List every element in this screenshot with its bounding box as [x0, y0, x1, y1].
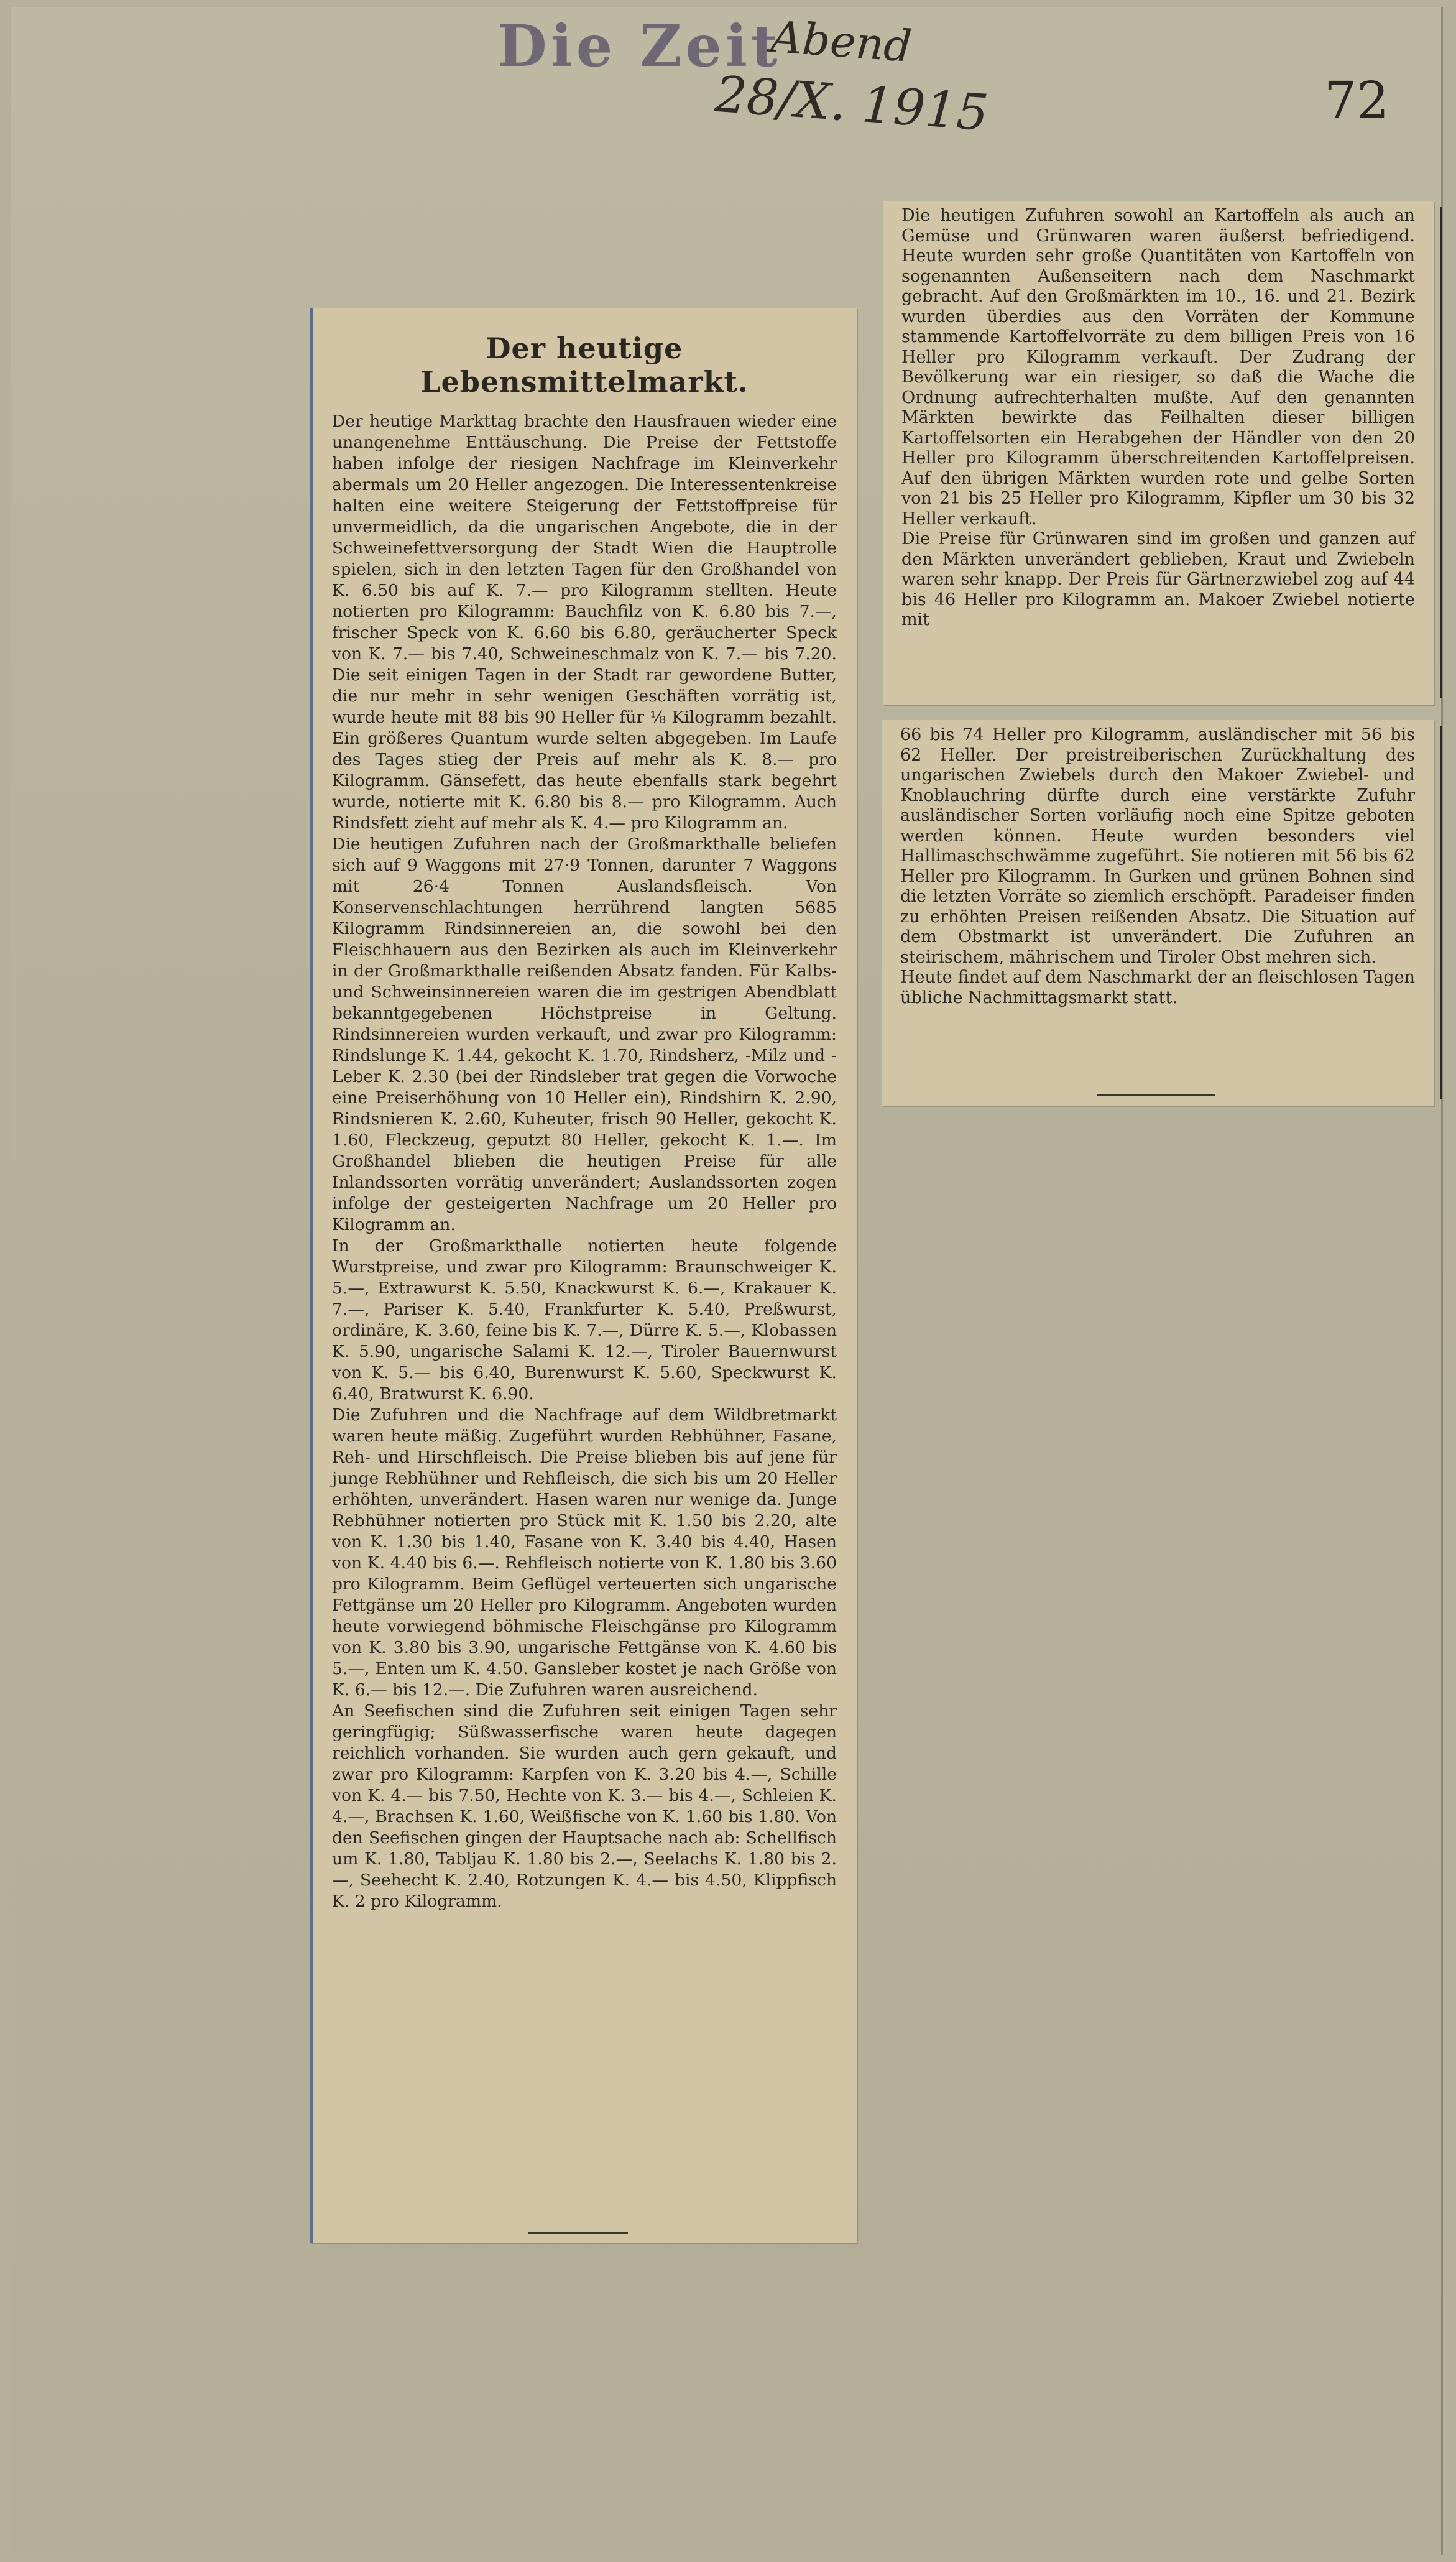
right-clipping-bottom — [882, 720, 1434, 1106]
article-title: Der heutige Lebensmittelmarkt. — [420, 331, 749, 399]
end-rule — [528, 2232, 628, 2234]
right-clipping-top — [883, 201, 1434, 705]
clipping-edge-line — [1440, 207, 1442, 698]
right-clipping-top-body: Die heutigen Zufuhren sowohl an Kartoffeln als auch an Gemüse und Grünwaren waren äußerst befriedigend. Heute wurden sehr große Quantitäten von Kartoffeln von sogenannten Außenseitern nach dem Naschmarkt gebracht. Auf den Großmärkten im 10., 16. und 21. Bezirk wurden überdies aus den Vorräten der Kommune stammende Kartoffelvorräte zu dem billigen Preis von 16 Heller pro Kilogramm verkauft. Der Zudrang der Bevölkerung war ein riesiger, so daß die Wache die Ordnung aufrechterhalten mußte. Auf den genannten Märkten bewirkte das Feilhalten dieser billigen Kartoffelsorten ein Herabgehen der Händler von den 20 Heller pro Kilogramm überschreitenden Kartoffelpreisen. Auf den übrigen Märkten wurden rote und gelbe Sorten von 21 bis 25 Heller pro Kilogramm, Kipfler um 30 bis 32 Heller verkauft. Die Preise für Grünwaren sind im großen und ganzen auf den Märkten unverändert geblieben, Kraut und Zwiebeln waren sehr knapp. Der Preis für Gärtnerzwiebel zog auf 44 bis 46 Heller pro Kilogramm an. Makoer Zwiebel notierte mit — [901, 206, 1415, 629]
handwritten-date: 28/X. 1915 — [713, 65, 990, 142]
newspaper-masthead: Die Zeit — [497, 12, 781, 80]
right-clipping-bottom-body: 66 bis 74 Heller pro Kilogramm, ausländischer mit 56 bis 62 Heller. Der preistreiberischen Zurückhaltung des ungarischen Zwiebels durch den Makoer Zwiebel- und Knoblauchring dürfte durch eine verstärkte Zufuhr ausländischer Sorten vorläufig noch eine Spitze geboten werden können. Heute wurden besonders viel Hallimaschschwämme zugeführt. Sie notieren mit 56 bis 62 Heller pro Kilogramm. In Gurken und grünen Bohnen sind die letzten Vorräte so ziemlich erschöpft. Paradeiser finden zu erhöhten Preisen reißenden Absatz. Die Situation auf dem Obstmarkt ist unverändert. Die Zufuhren an steirischem, mährischem und Tiroler Obst mehren sich. Heute findet auf dem Naschmarkt der an fleischlosen Tagen übliche Nachmittagsmarkt statt. — [900, 725, 1415, 1007]
handwritten-edition: Abend — [769, 11, 914, 72]
article-body: Der heutige Markttag brachte den Hausfrauen wieder eine unangenehme Enttäuschung. Die Preise der Fettstoffe haben infolge der riesigen Nachfrage im Kleinverkehr abermals um 20 Heller angezogen. Die Interessentenkreise halten eine weitere Steigerung der Fettstoffpreise für unvermeidlich, da die ungarischen Angebote, die in der Schweinefettversorgung der Stadt Wien die Hauptrolle spielen, sich in den letzten Tagen für den Großhandel von K. 6.50 bis auf K. 7.— pro Kilogramm stellten. Heute notierten pro Kilogramm: Bauchfilz von K. 6.80 bis 7.—, frischer Speck von K. 6.60 bis 6.80, geräucherter Speck von K. 7.— bis 7.40, Schweineschmalz von K. 7.— bis 7.20. Die seit einigen Tagen in der Stadt rar gewordene Butter, die nur mehr in sehr wenigen Geschäften vorrätig ist, wurde heute mit 88 bis 90 Heller für ⅛ Kilogramm bezahlt. Ein größeres Quantum wurde selten abgegeben. Im Laufe des Tages stieg der Preis auf mehr als K. 8.— pro Kilogramm. Gänsefett, das heute ebenfalls stark begehrt wurde, notierte mit K. 6.80 bis 8.— pro Kilogramm. Auch Rindsfett zieht auf mehr als K. 4.— pro Kilogramm an. Die heutigen Zufuhren nach der Großmarkthalle beliefen sich auf 9 Waggons mit 27·9 Tonnen, darunter 7 Waggons mit 26·4 Tonnen Auslandsfleisch. Von Konservenschlachtungen herrührend langten 5685 Kilogramm Rindsinnereien an, die sowohl bei den Fleischhauern aus den Bezirken als auch im Kleinverkehr in der Großmarkthalle reißenden Absatz fanden. Für Kalbs- und Schweinsinnereien waren die im gestrigen Abendblatt bekanntgegebenen Höchstpreise in Geltung. Rindsinnereien wurden verkauft, und zwar pro Kilogramm: Rindslunge K. 1.44, gekocht K. 1.70, Rindsherz, -Milz und -Leber K. 2.30 (bei der Rindsleber trat gegen die Vorwoche eine Preiserhöhung von 10 Heller ein), Rindshirn K. 2.90, Rindsnieren K. 2.60, Kuheuter, frisch 90 Heller, gekocht K. 1.60, Fleckzeug, geputzt 80 Heller, gekocht K. 1.—. Im Großhandel blieben die heutigen Preise für alle Inlandssorten vorrätig unverändert; Auslandssorten zogen infolge der gesteigerten Nachfrage um 20 Heller pro Kilogramm an. In der Großmarkthalle notierten heute folgende Wurstpreise, und zwar pro Kilogramm: Braunschweiger K. 5.—, Extrawurst K. 5.50, Knackwurst K. 6.—, Krakauer K. 7.—, Pariser K. 5.40, Frankfurter K. 5.40, Preßwurst, ordinäre, K. 3.60, feine bis K. 7.—, Dürre K. 5.—, Klobassen K. 5.90, ungarische Salami K. 12.—, Tiroler Bauernwurst von K. 5.— bis 6.40, Burenwurst K. 5.60, Speckwurst K. 6.40, Bratwurst K. 6.90. Die Zufuhren und die Nachfrage auf dem Wildbretmarkt waren heute mäßig. Zugeführt wurden Rebhühner, Fasane, Reh- und Hirschfleisch. Die Preise blieben bis auf jene für junge Rebhühner und Rehfleisch, die sich bis um 20 Heller erhöhten, unverändert. Hasen waren nur wenige da. Junge Rebhühner notierten pro Stück mit K. 1.50 bis 2.20, alte von K. 1.30 bis 1.40, Fasane von K. 3.40 bis 4.40, Hasen von K. 4.40 bis 6.—. Rehfleisch notierte von K. 1.80 bis 3.60 pro Kilogramm. Beim Geflügel verteuerten sich ungarische Fettgänse um 20 Heller pro Kilogramm. Angeboten wurden heute vorwiegend böhmische Fleischgänse pro Kilogramm von K. 3.80 bis 3.90, ungarische Fettgänse von K. 4.60 bis 5.—, Enten um K. 4.50. Gansleber kostet je nach Größe von K. 6.— bis 12.—. Die Zufuhren waren ausreichend. An Seefischen sind die Zufuhren seit einigen Tagen sehr geringfügig; Süßwasserfische waren heute dagegen reichlich vorhanden. Sie wurden auch gern gekauft, und zwar pro Kilogramm: Karpfen von K. 3.20 bis 4.—, Schille von K. 4.— bis 7.50, Hechte von K. 3.— bis 4.—, Schleien K. 4.—, Brachsen K. 1.60, Weißfische von K. 1.60 bis 1.80. Von den Seefischen gingen der Hauptsache nach ab: Schellfisch um K. 1.80, Tabljau K. 1.80 bis 2.—, Seelachs K. 1.80 bis 2.—, Seehecht K. 2.40, Rotzungen K. 4.— bis 4.50, Klippfisch K. 2 pro Kilogramm. — [332, 412, 837, 1911]
clipping-edge-line — [1440, 726, 1442, 1099]
page-number: 72 — [1324, 72, 1389, 131]
main-article-clipping — [310, 308, 857, 2243]
end-rule — [1097, 1094, 1215, 1096]
